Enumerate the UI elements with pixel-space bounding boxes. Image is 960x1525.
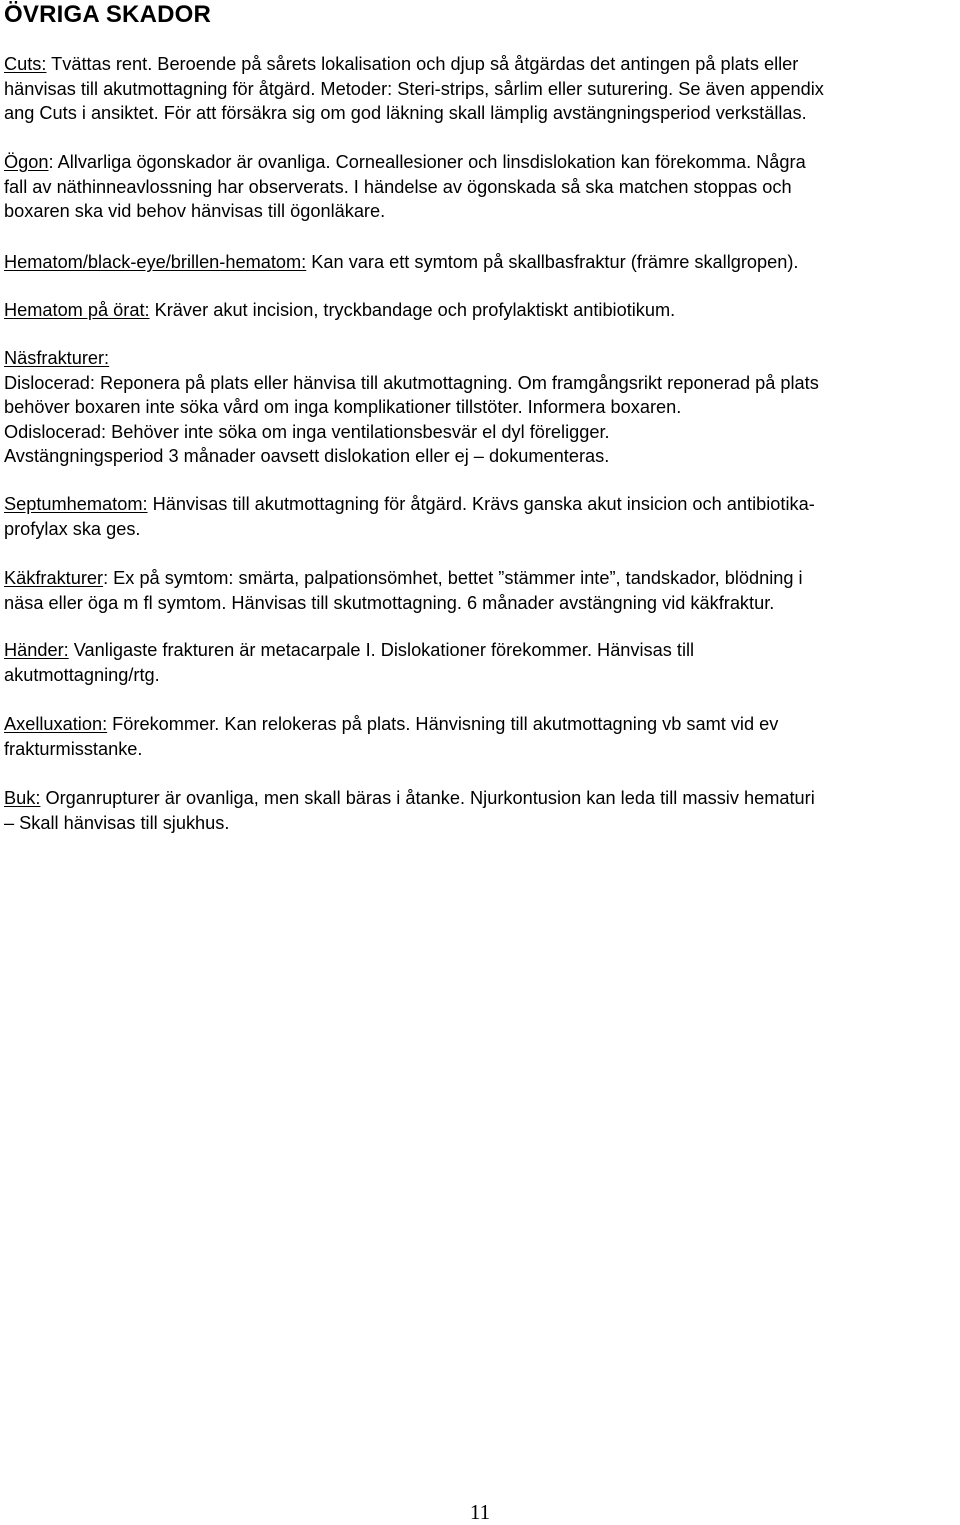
paragraph-text: Tvättas rent. Beroende på sårets lokalisation och djup så åtgärdas det antingen på plats eller: [46, 54, 799, 74]
paragraph-text: frakturmisstanke.: [4, 738, 143, 759]
paragraph-line: [4, 298, 675, 323]
paragraph-line: [4, 77, 824, 102]
section-heading: Septumhematom:: [4, 494, 148, 514]
paragraph-text: ang Cuts i ansiktet. För att försäkra sig om god läkning skall lämplig avstängningsperiod verkställas.: [4, 103, 807, 123]
paragraph-text: Avstängningsperiod 3 månader oavsett dislokation eller ej – dokumenteras.: [4, 446, 610, 466]
paragraph-line: [4, 150, 806, 175]
paragraph-text: Hänvisas till akutmottagning för åtgärd. Krävs ganska akut insicion och antibiotika-: [147, 494, 815, 514]
paragraph-line: [4, 492, 815, 517]
section-heading: Cuts:: [4, 54, 47, 74]
paragraph-text: akutmottagning/rtg.: [4, 664, 160, 685]
paragraph-line: [4, 101, 824, 126]
paragraph-text: profylax ska ges.: [4, 518, 141, 539]
paragraph-line: [4, 199, 806, 224]
paragraph-text: – Skall hänvisas till sjukhus.: [4, 812, 230, 833]
paragraph-nasfrakturer: [4, 346, 819, 469]
paragraph-line: [4, 712, 778, 737]
paragraph-line: [4, 517, 815, 542]
paragraph-line: [4, 175, 806, 200]
section-heading: Ögon: [4, 152, 49, 172]
paragraph-hander: [4, 638, 694, 687]
paragraph-line: [4, 638, 694, 663]
section-heading: Händer:: [4, 640, 69, 660]
section-heading: Hematom på örat:: [4, 300, 150, 320]
paragraph-text: Odislocerad: Behöver inte söka om inga ventilationsbesvär el dyl föreligger.: [4, 421, 610, 442]
paragraph-text: Kan vara ett symtom på skallbasfraktur (främre skallgropen).: [306, 252, 799, 272]
paragraph-line: [4, 444, 819, 469]
paragraph-line: [4, 663, 694, 688]
paragraph-ogon: [4, 150, 806, 224]
paragraph-text: boxaren ska vid behov hänvisas till ögonläkare.: [4, 201, 386, 221]
paragraph-line: [4, 250, 799, 275]
paragraph-line: [4, 591, 803, 616]
paragraph-text: Organrupturer är ovanliga, men skall bäras i åtanke. Njurkontusion kan leda till massiv hematuri: [40, 788, 815, 808]
section-heading: Käkfrakturer: [4, 568, 104, 588]
paragraph-line: [4, 737, 778, 762]
paragraph-line: [4, 346, 819, 371]
page-number: 11: [469, 1500, 491, 1524]
paragraph-line: [4, 811, 815, 836]
paragraph-hematom-eye: [4, 250, 799, 275]
paragraph-line: [4, 395, 819, 420]
section-heading: Hematom/black-eye/brillen-hematom:: [4, 252, 307, 272]
paragraph-septum: [4, 492, 815, 541]
paragraph-axel: [4, 712, 778, 761]
page-title: ÖVRIGA SKADOR: [4, 1, 212, 28]
paragraph-text: Förekommer. Kan relokeras på plats. Hänvisning till akutmottagning vb samt vid ev: [107, 714, 779, 734]
paragraph-cuts: [4, 52, 824, 126]
paragraph-line: [4, 786, 815, 811]
paragraph-text: : Ex på symtom: smärta, palpationsömhet, bettet ”stämmer inte”, tandskador, blödning i: [103, 568, 803, 588]
paragraph-line: [4, 371, 819, 396]
paragraph-text: Dislocerad: Reponera på plats eller hänvisa till akutmottagning. Om framgångsrikt reponerad på plats: [4, 372, 819, 393]
paragraph-text: Vanligaste frakturen är metacarpale I. Dislokationer förekommer. Hänvisas till: [68, 640, 695, 660]
section-heading: Näsfrakturer:: [4, 348, 110, 368]
paragraph-line: [4, 566, 803, 591]
paragraph-line: [4, 420, 819, 445]
section-heading: Buk:: [4, 788, 41, 808]
paragraph-text: näsa eller öga m fl symtom. Hänvisas till skutmottagning. 6 månader avstängning vid käkfraktur.: [4, 592, 775, 613]
paragraph-text: Kräver akut incision, tryckbandage och profylaktiskt antibiotikum.: [149, 300, 676, 320]
paragraph-text: : Allvarliga ögonskador är ovanliga. Corneallesioner och linsdislokation kan förekomma. Några: [48, 152, 806, 172]
section-heading: Axelluxation:: [4, 714, 108, 734]
paragraph-buk: [4, 786, 815, 835]
paragraph-hematom-ear: [4, 298, 675, 323]
paragraph-line: [4, 52, 824, 77]
paragraph-kak: [4, 566, 803, 615]
paragraph-text: behöver boxaren inte söka vård om inga komplikationer tillstöter. Informera boxaren.: [4, 397, 682, 417]
paragraph-text: fall av näthinneavlossning har observerats. I händelse av ögonskada så ska matchen stoppas och: [4, 176, 792, 197]
paragraph-text: hänvisas till akutmottagning för åtgärd. Metoder: Steri-strips, sårlim eller suturering. Se även appendix: [4, 78, 824, 99]
